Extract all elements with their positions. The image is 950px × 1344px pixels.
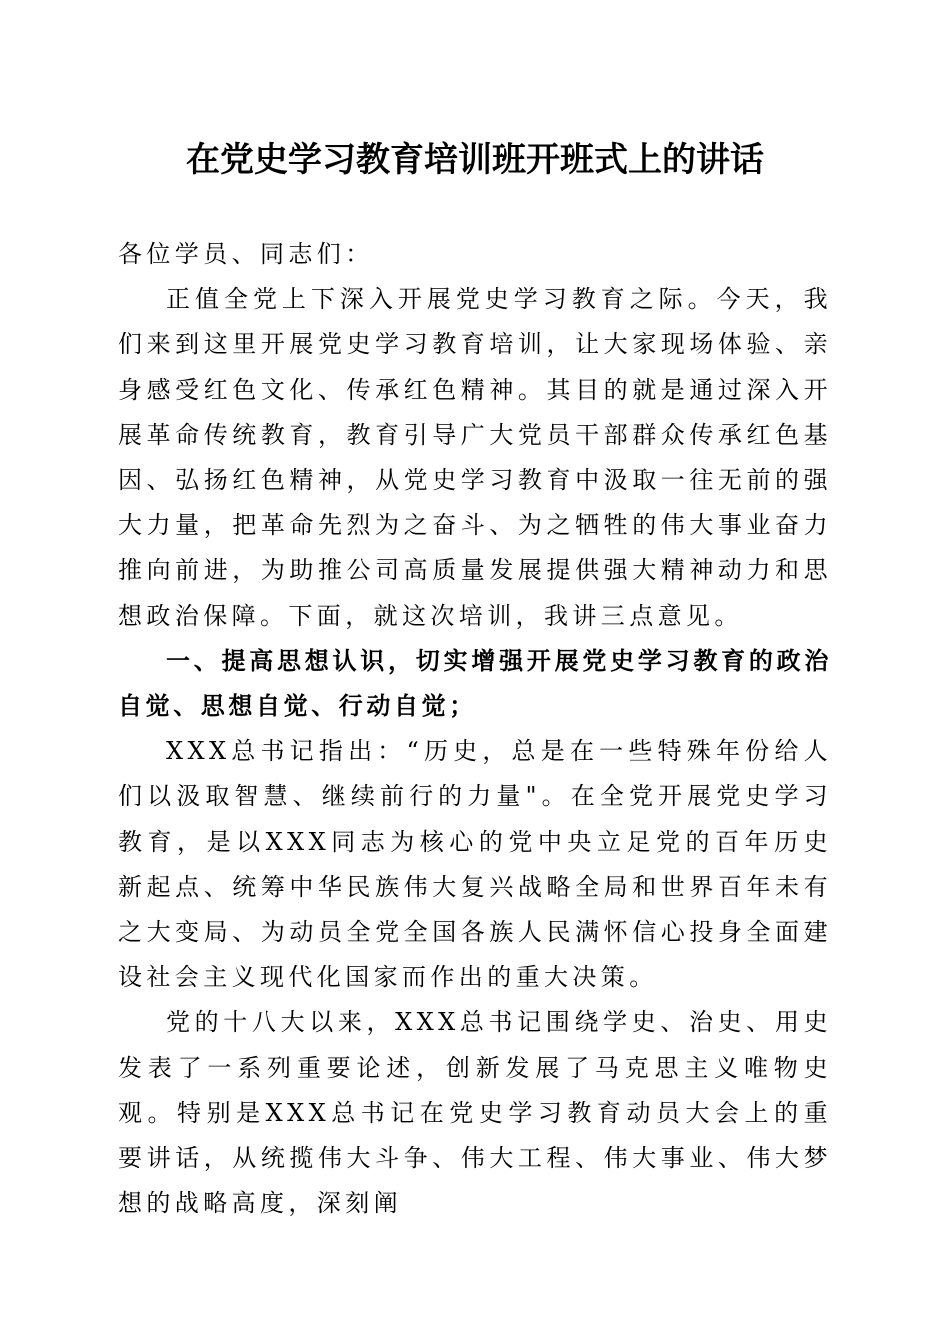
document-body (118, 232, 832, 1226)
salutation: 各位学员、同志们： (118, 240, 374, 268)
paragraph-eighteenth-congress: 党的十八大以来，XXX总书记围绕学史、治史、用史发表了一系列重要论述，创新发展了马克思主义唯物史观。特别是XXX总书记在党史学习教育动员大会上的重要讲话，从统揽伟大斗争、伟大工程、伟大事业、伟大梦想的战略高度，深刻阐 (118, 1008, 832, 1218)
section-heading-1: 一、提高思想认识，切实增强开展党史学习教育的政治自觉、思想自觉、行动自觉； (118, 646, 832, 721)
document-title: 在党史学习教育培训班开班式上的讲话 (186, 140, 764, 180)
paragraph-quote: XXX总书记指出：“历史，总是在一些特殊年份给人们以汲取智慧、继续前行的力量"。在全党开展党史学习教育，是以XXX同志为核心的党中央立足党的百年历史新起点、统筹中华民族伟大复兴战略全局和世界百年未有之大变局、为动员全党全国各族人民满怀信心投身全面建设社会主义现代化国家而作出的重大决策。 (118, 737, 832, 992)
paragraph-intro: 正值全党上下深入开展党史学习教育之际。今天，我们来到这里开展党史学习教育培训，让大家现场体验、亲身感受红色文化、传承红色精神。其目的就是通过深入开展革命传统教育，教育引导广大党员干部群众传承红色基因、弘扬红色精神，从党史学习教育中汲取一往无前的强大力量，把革命先烈为之奋斗、为之牺牲的伟大事业奋力推向前进，为助推公司高质量发展提供强大精神动力和思想政治保障。下面，就这次培训，我讲三点意见。 (118, 285, 832, 630)
